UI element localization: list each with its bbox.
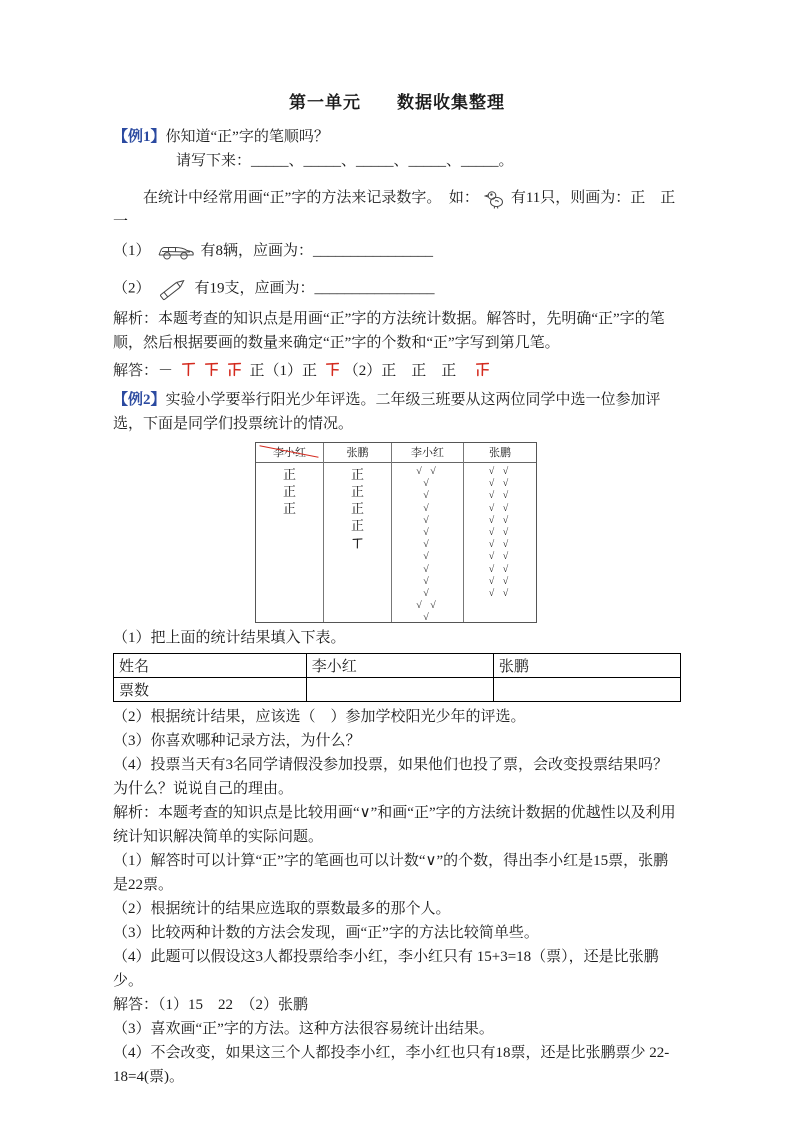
check-row: √ (423, 478, 432, 490)
chick-icon (484, 189, 506, 209)
check-row: √ √ (488, 490, 512, 502)
check-row: √ (423, 551, 432, 563)
check-row: √ √ (488, 466, 512, 477)
check-row: √ √ (416, 466, 439, 477)
result-header-name: 姓名 (114, 654, 307, 678)
tally-3-strokes-mark (324, 361, 341, 378)
tally-header-zhangpeng: 张鹏 (324, 443, 391, 463)
check-row: √ (423, 514, 432, 526)
tally-zheng-mark: 正 (282, 501, 296, 516)
answer-text: 解答：－ (113, 363, 177, 379)
item2-blank: ________________ (314, 280, 435, 297)
check-row: √ √ (488, 563, 512, 575)
item2-number: （2） (113, 280, 151, 297)
method-intro-tail: 有11只，则画为：正 正 一 (113, 190, 691, 230)
item1-number: （1） (113, 243, 151, 259)
example1-heading (113, 125, 681, 149)
result-header-zhangpeng: 张鹏 (493, 654, 680, 678)
example2-analysis2: （2）根据统计的结果应选取的票数最多的那个人。 (113, 901, 451, 917)
check-row: √ (423, 563, 432, 575)
result-votes-zhangpeng-cell (493, 678, 680, 702)
example1-label: 【例1】 (113, 129, 166, 145)
tally-zheng-mark: 正 (350, 467, 364, 482)
example2-label: 【例2】 (113, 392, 166, 408)
tally-3-strokes-mark (203, 361, 220, 378)
tally-4-strokes-mark (474, 361, 491, 378)
example2-analysis4: （4）此题可以假设这3人都投票给李小红，李小红只有 15+3=18（票），还是比张鹏少。 (113, 949, 659, 989)
result-header-row (114, 654, 681, 678)
check-row: √ √ (488, 478, 512, 490)
example2-sub1: （1）把上面的统计结果填入下表。 (113, 630, 346, 646)
check-row: √ (423, 502, 432, 514)
tally-zheng-mark: 正 (350, 501, 364, 516)
check-row: √ √ (488, 526, 512, 538)
check-marks-lixiaohong (392, 463, 463, 622)
tally-header-lixiaohong (256, 443, 323, 463)
check-row: √ (423, 612, 432, 622)
example2-answer4: （4）不会改变，如果这三个人都投李小红，李小红也只有18票，还是比张鹏票少 22-18=4(票)。 (113, 1045, 670, 1085)
example2-answer12: 解答：（1）15 22 （2）张鹏 (113, 997, 309, 1013)
example2-sub4: （4）投票当天有3名同学请假没参加投票，如果他们也投了票，会改变投票结果吗？为什么？说说自己的理由。 (113, 757, 669, 797)
tally-marks-zhangpeng (324, 463, 391, 622)
tally-zheng-mark: 正 (282, 484, 296, 499)
example1-answer (113, 359, 681, 383)
result-votes-lixiaohong-cell (306, 678, 493, 702)
check-row: √ √ (488, 587, 512, 599)
item1-text: 有8辆，应画为： (200, 243, 314, 259)
tally-2-strokes-mark (351, 537, 364, 550)
check-row: √ √ (488, 514, 512, 526)
example2-analysis1: （1）解答时可以计算“正”字的笔画也可以计数“∨”的个数，得出李小红是15票，张鹏是22票。 (113, 853, 669, 893)
example2-heading (113, 388, 681, 436)
tally-column-lixiaohong (256, 443, 324, 622)
check-row: √ √ (416, 600, 439, 612)
check-row: √ (423, 587, 432, 599)
unit-title: 第一单元 数据收集整理 (289, 93, 505, 112)
check-row: √ (423, 526, 432, 538)
vote-record-table (255, 442, 537, 623)
check-row: √ (423, 490, 432, 502)
tally-zheng-mark: 正 (282, 467, 296, 482)
car-icon (156, 242, 196, 262)
example2-answer3: （3）喜欢画“正”字的方法。这种方法很容易统计出结果。 (113, 1021, 494, 1037)
item2-text: 有19支，应画为： (194, 280, 315, 297)
tally-4-strokes-mark (226, 361, 243, 378)
example2-sub3: （3）你喜欢哪种记录方法，为什么？ (113, 733, 361, 749)
example2-analysis3: （3）比较两种计数的方法会发现，画“正”字的方法比较简单些。 (113, 925, 539, 941)
pencil-icon (156, 276, 190, 302)
tally-partial-mark (324, 534, 391, 551)
method-intro-lead: 在统计中经常用画“正”字的方法来记录数字。 如： (143, 190, 479, 206)
check-row: √ √ (488, 539, 512, 551)
check-row: √ (423, 575, 432, 587)
tally-zheng-mark: 正 (350, 484, 364, 499)
example2-question: 实验小学要举行阳光少年评选。二年级三班要从这两位同学中选一位参加评选，下面是同学们投票统计的情况。 (113, 392, 661, 432)
answer-text: 正（1）正 (245, 363, 321, 379)
check-column-zhangpeng (464, 443, 536, 622)
check-row: √ (423, 539, 432, 551)
tally-column-zhangpeng (324, 443, 392, 622)
example1-question: 你知道“正”字的笔顺吗？ (165, 129, 329, 145)
tally-2-strokes-mark (180, 361, 197, 378)
check-marks-zhangpeng (464, 463, 536, 622)
example1-item2 (113, 276, 681, 302)
check-column-lixiaohong (392, 443, 464, 622)
check-row (464, 600, 536, 612)
check-row: √ √ (488, 551, 512, 563)
check-header-zhangpeng: 张鹏 (464, 443, 536, 463)
tally-header-lixiaohong-label: 李小红 (273, 447, 306, 459)
example1-write-prompt: 请写下来：_____、_____、_____、_____、_____。 (176, 153, 514, 169)
example2-analysis-intro: 解析：本题考查的知识点是比较用画“∨”和画“正”字的方法统计数据的优越性以及利用统计知识解决简单的实际问题。 (113, 805, 676, 845)
tally-zheng-mark: 正 (350, 518, 364, 533)
tally-marks-lixiaohong (256, 463, 323, 622)
result-votes-row (114, 678, 681, 702)
result-table (113, 653, 681, 702)
item1-blank: ________________ (313, 243, 434, 259)
check-row: √ √ (488, 575, 512, 587)
check-header-lixiaohong: 李小红 (392, 443, 463, 463)
example1-item1 (113, 239, 681, 263)
check-row (464, 612, 536, 622)
result-votes-label: 票数 (114, 678, 307, 702)
example1-method-intro (113, 186, 691, 234)
example2-sub2: （2）根据统计结果，应该选（ ）参加学校阳光少年的评选。 (113, 709, 526, 725)
example1-analysis: 解析：本题考查的知识点是用画“正”字的方法统计数据。解答时，先明确“正”字的笔顺，然后根据要画的数量来确定“正”字的个数和“正”字写到第几笔。 (113, 311, 665, 351)
result-header-lixiaohong: 李小红 (306, 654, 493, 678)
answer-text: （2）正 正 正 (343, 363, 472, 379)
check-row: √ √ (488, 502, 512, 514)
